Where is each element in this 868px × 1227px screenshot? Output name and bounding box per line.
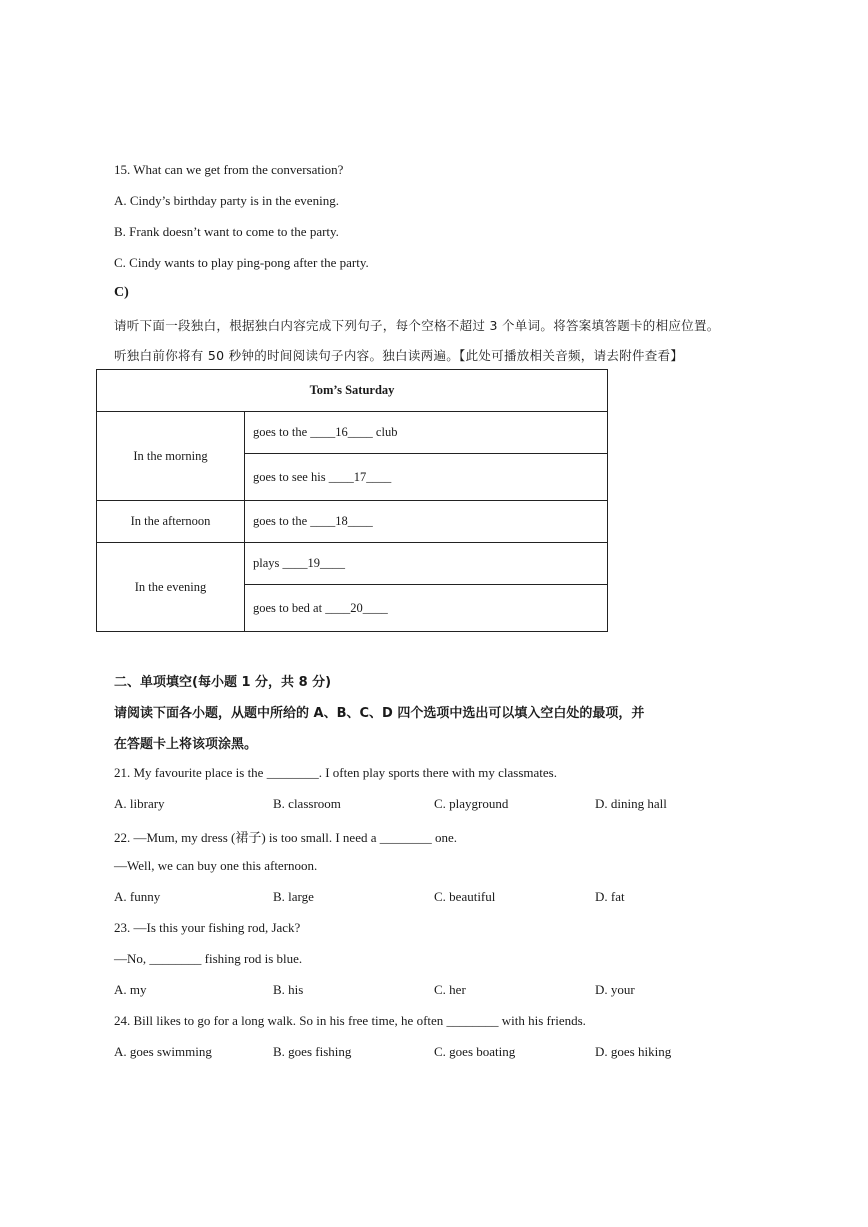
question-23-stem: 23. —Is this your fishing rod, Jack? [114,920,301,935]
question-24-option-c[interactable]: C. goes boating [434,1044,516,1059]
question-21-option-d[interactable]: D. dining hall [595,796,667,811]
question-22-reply: —Well, we can buy one this afternoon. [114,858,318,873]
part-2-instruction-2: 在答题卡上将该项涂黑。 [114,737,258,752]
toms-saturday-table [96,369,608,632]
table-row-17: goes to see his ____17____ [245,454,608,501]
blank-18[interactable]: ____18____ [310,514,373,528]
question-15-stem: 15. What can we get from the conversation? [114,162,344,177]
question-23-option-b[interactable]: B. his [273,982,304,997]
question-21-stem: 21. My favourite place is the ________. I often play sports there with my classmates. [114,765,557,780]
question-23-option-a[interactable]: A. my [114,982,147,997]
question-24-option-a[interactable]: A. goes swimming [114,1044,212,1059]
question-22-stem: 22. —Mum, my dress (裙子) is too small. I need a ________ one. [114,830,458,845]
question-15-option-c[interactable]: C. Cindy wants to play ping-pong after the party. [114,255,369,270]
question-23-option-d[interactable]: D. your [595,982,635,997]
section-c-heading: C) [114,285,129,300]
table-row-19: plays ____19____ [245,543,608,585]
part-2-instruction-1: 请阅读下面各小题，从题中所给的 A、B、C、D 四个选项中选出可以填入空白处的最项，并 [114,706,645,721]
question-24-option-b[interactable]: B. goes fishing [273,1044,352,1059]
question-21-option-b[interactable]: B. classroom [273,796,341,811]
time-evening: In the evening [97,543,245,632]
question-23-reply: —No, ________ fishing rod is blue. [114,951,303,966]
question-22-option-b[interactable]: B. large [273,889,314,904]
blank-19[interactable]: ____19____ [282,556,346,570]
table-row-18: goes to the ____18____ [245,501,608,543]
question-15-option-b[interactable]: B. Frank doesn’t want to come to the party. [114,224,339,239]
blank-16[interactable]: ____16____ [310,425,373,439]
question-22-option-a[interactable]: A. funny [114,889,161,904]
section-c-instruction-1: 请听下面一段独白，根据独白内容完成下列句子，每个空格不超过 3 个单词。将答案填答题卡的相应位置。 [114,318,720,333]
part-2-heading: 二、单项填空(每小题 1 分，共 8 分) [114,675,332,690]
question-21-option-c[interactable]: C. playground [434,796,509,811]
table-title: Tom’s Saturday [97,370,608,412]
time-afternoon: In the afternoon [97,501,245,543]
section-c-instruction-2: 听独白前你将有 50 秒钟的时间阅读句子内容。独白读两遍。【此处可播放相关音频，请去附件查看】 [114,348,684,363]
table-row-16: goes to the ____16____ club [245,412,608,454]
question-22-option-c[interactable]: C. beautiful [434,889,496,904]
question-21-option-a[interactable]: A. library [114,796,165,811]
blank-20[interactable]: ____20____ [325,600,388,615]
question-24-stem: 24. Bill likes to go for a long walk. So in his free time, he often ________ with his friends. [114,1013,586,1028]
table-row-20: goes to bed at ____20____ [245,585,608,632]
question-15-option-a[interactable]: A. Cindy’s birthday party is in the evening. [114,193,339,208]
question-23-option-c[interactable]: C. her [434,982,466,997]
question-22-option-d[interactable]: D. fat [595,889,625,904]
question-24-option-d[interactable]: D. goes hiking [595,1044,672,1059]
blank-17[interactable]: ____17____ [328,469,392,484]
time-morning: In the morning [97,412,245,501]
